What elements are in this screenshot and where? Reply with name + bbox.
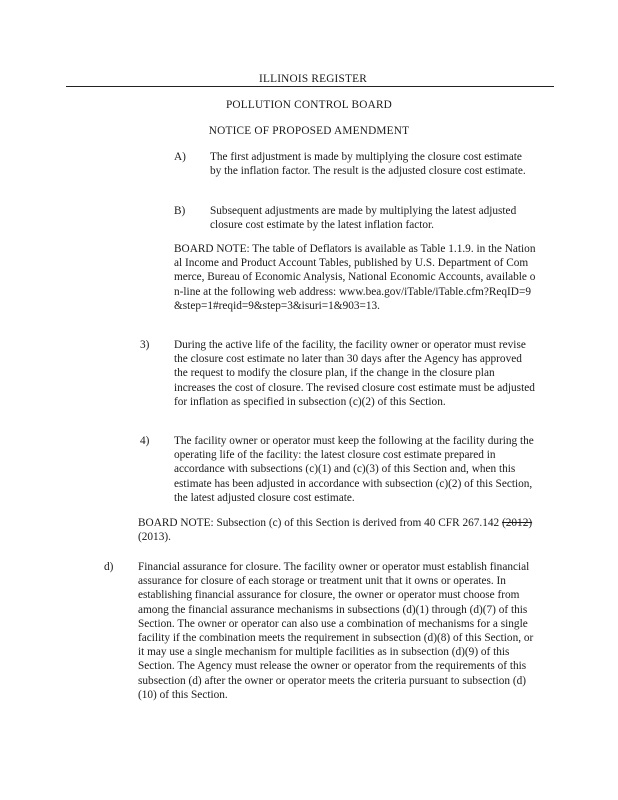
board-note-2-before: BOARD NOTE: Subsection (c) of this Section is derived from 40 CFR 267.142: [138, 517, 502, 529]
item-4-label: 4): [140, 435, 150, 447]
item-d-label: d): [104, 561, 114, 573]
header-rule: [66, 86, 554, 87]
register-header: ILLINOIS REGISTER: [259, 73, 367, 85]
item-b-text: Subsequent adjustments are made by multiplying the latest adjusted closure cost estimate by the latest inflation factor.: [210, 205, 517, 232]
item-3-text: During the active life of the facility, the facility owner or operator must revise the closure cost estimate no later than 30 days after the Agency has approved the request to modify the closure plan, if the change in the closure plan increases the cost of closure. The revised closure cost estimate must be adjusted for inflation as specified in subsection (c)(2) of this Section.: [174, 339, 535, 408]
item-a-text: The first adjustment is made by multiplying the closure cost estimate by the inflation factor. The result is the adjusted closure cost estimate.: [210, 151, 526, 178]
board-note-deflators: BOARD NOTE: The table of Deflators is available as Table 1.1.9. in the National Income and Product Account Tables, published by U.S. Department of Commerce, Bureau of Economic Analysis, National Economic Accounts, available on-line at the following web address: www.bea.gov/iTable/iTable.cfm?ReqID=9&step=1#reqid=9&step=3&isuri=1&903=13.: [174, 243, 536, 312]
item-b-label: B): [174, 205, 186, 217]
board-note-2-after: (2013).: [138, 531, 171, 544]
board-note-subsection-c: [138, 516, 538, 544]
item-a-label: A): [174, 151, 186, 163]
item-4-text: The facility owner or operator must keep the following at the facility during the operating life of the facility: the latest closure cost estimate prepared in accordance with subsections (c)(1) and (c)(3) of this Section and, when this estimate has been adjusted in accordance with subsection (c)(2) of this Section, the latest adjusted closure cost estimate.: [174, 435, 534, 504]
item-3-label: 3): [140, 339, 150, 351]
board-note-2-struck-year: (2012): [501, 517, 533, 529]
item-d-text: Financial assurance for closure. The facility owner or operator must establish financial assurance for closure of each storage or treatment unit that it owns or operates. In establishing financial assurance for closure, the owner or operator must choose from among the financial assurance mechanisms in subsections (d)(1) through (d)(7) of this Section. The owner or operator can also use a combination of mechanisms for a single facility if the combination meets the requirement in subsection (d)(8) of this Section, or it may use a single mechanism for multiple facilities as in subsection (d)(9) of this Section. The Agency must release the owner or operator from the requirements of this subsection (d) after the owner or operator meets the criteria pursuant to subsection (d)(10) of this Section.: [138, 561, 534, 701]
board-title: POLLUTION CONTROL BOARD: [225, 99, 393, 111]
notice-title: NOTICE OF PROPOSED AMENDMENT: [208, 125, 410, 137]
